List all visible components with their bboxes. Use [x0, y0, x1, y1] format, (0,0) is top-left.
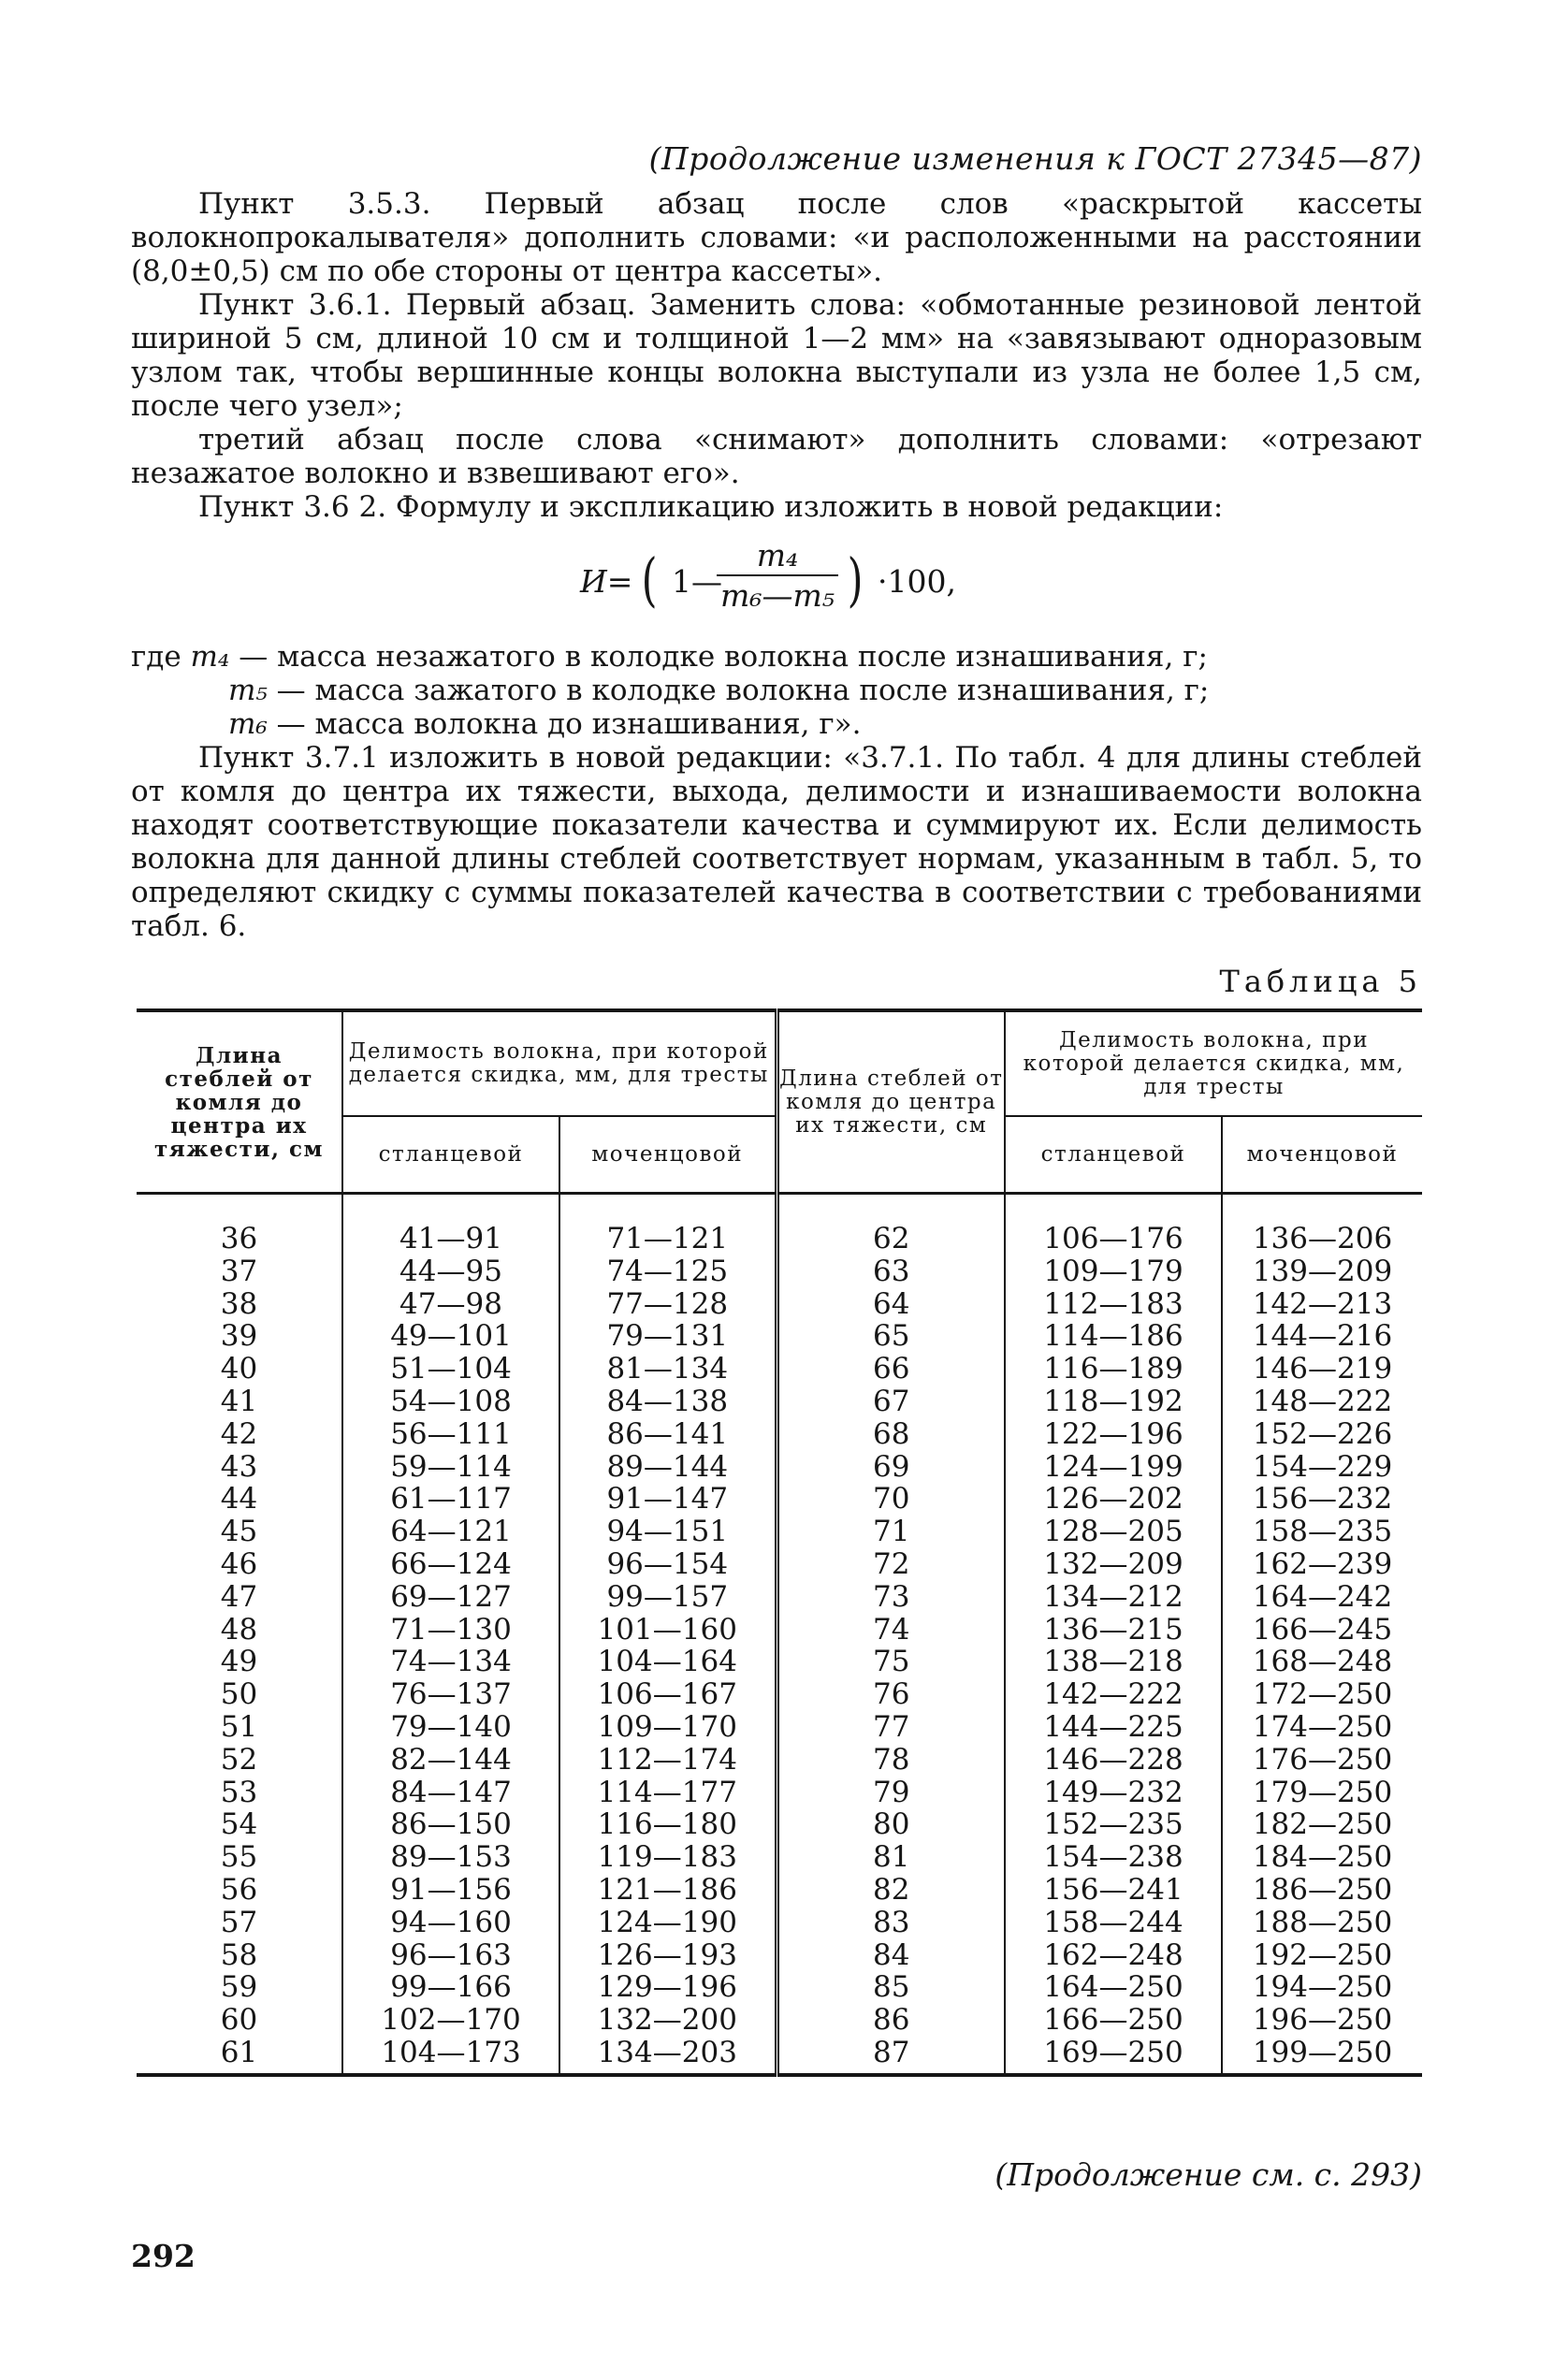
table-row [137, 1386, 1422, 1418]
cell-stlantsevoy-2: 128—205 [1005, 1516, 1222, 1548]
table-row [137, 1581, 1422, 1614]
cell-length-2: 78 [777, 1744, 1005, 1777]
cell-length: 37 [137, 1255, 342, 1288]
explication-m5 [131, 674, 1422, 707]
cell-length-2: 71 [777, 1516, 1005, 1548]
cell-stlantsevoy-2: 118—192 [1005, 1386, 1222, 1418]
cell-mochentsovoy: 126—193 [559, 1939, 777, 1972]
cell-length: 39 [137, 1320, 342, 1353]
cell-length-2: 69 [777, 1451, 1005, 1484]
symbol-m6: m₆ [228, 707, 268, 741]
cell-stlantsevoy: 51—104 [342, 1353, 559, 1386]
cell-stlantsevoy: 49—101 [342, 1320, 559, 1353]
formula-numerator: m₄ [756, 537, 799, 573]
table-row [137, 1194, 1422, 1255]
cell-mochentsovoy-2: 156—232 [1252, 1482, 1393, 1516]
cell-mochentsovoy-2: 196—250 [1252, 2003, 1393, 2038]
cell-mochentsovoy: 94—151 [559, 1516, 777, 1548]
cell-stlantsevoy: 64—121 [342, 1516, 559, 1548]
table-row [137, 1939, 1422, 1972]
cell-stlantsevoy-2: 162—248 [1005, 1939, 1222, 1972]
cell-stlantsevoy: 82—144 [342, 1744, 559, 1777]
cell-stlantsevoy: 66—124 [342, 1548, 559, 1581]
cell-mochentsovoy-2: 174—250 [1252, 1709, 1393, 1744]
cell-stlantsevoy-2: 138—218 [1005, 1646, 1222, 1678]
cell-mochentsovoy-2: 168—248 [1252, 1645, 1393, 1679]
cell-mochentsovoy-2: 162—239 [1252, 1546, 1393, 1581]
cell-mochentsovoy: 89—144 [559, 1451, 777, 1484]
paragraph-3-6-2: Пункт 3.6 2. Формулу и экспликацию изложить в новой редакции: [198, 490, 1224, 524]
cell-length: 42 [137, 1418, 342, 1451]
cell-stlantsevoy-2: 116—189 [1005, 1353, 1222, 1386]
table-row [137, 1777, 1422, 1809]
cell-stlantsevoy-2: 106—176 [1005, 1194, 1222, 1255]
cell-length-2: 83 [777, 1907, 1005, 1939]
cell-stlantsevoy-2: 126—202 [1005, 1483, 1222, 1516]
cell-length: 55 [137, 1841, 342, 1874]
cell-stlantsevoy-2: 109—179 [1005, 1255, 1222, 1288]
table-row [137, 1320, 1422, 1353]
cell-mochentsovoy-2: 172—250 [1252, 1677, 1393, 1712]
explication-text: — масса зажатого в колодке волокна после изнашивания, г; [267, 674, 1210, 707]
cell-length-2: 64 [777, 1288, 1005, 1321]
cell-mochentsovoy-2: 176—250 [1252, 1742, 1393, 1777]
cell-mochentsovoy: 121—186 [559, 1874, 777, 1907]
cell-length-2: 84 [777, 1939, 1005, 1972]
cell-length: 43 [137, 1451, 342, 1484]
cell-mochentsovoy-2: 136—206 [1252, 1222, 1393, 1255]
cell-mochentsovoy-2: 139—209 [1252, 1254, 1393, 1288]
paragraph-third-abzac: третий абзац после слова «снимают» дополнить словами: «отрезают незажатое волокно и взвешивают его». [131, 423, 1422, 490]
cell-mochentsovoy: 71—121 [559, 1194, 777, 1255]
cell-length-2: 62 [777, 1194, 1005, 1255]
cell-mochentsovoy-2: 144—216 [1252, 1319, 1393, 1354]
explication-text: — масса незажатого в колодке волокна после изнашивания, г; [229, 640, 1208, 674]
cell-length: 51 [137, 1711, 342, 1744]
cell-mochentsovoy-2: 192—250 [1252, 1937, 1393, 1972]
body-text [131, 187, 1422, 943]
cell-mochentsovoy-2: 182—250 [1252, 1807, 1393, 1842]
cell-length-2: 68 [777, 1418, 1005, 1451]
cell-mochentsovoy: 91—147 [559, 1483, 777, 1516]
cell-length: 41 [137, 1386, 342, 1418]
cell-mochentsovoy-2: 146—219 [1252, 1352, 1393, 1386]
cell-length-2: 72 [777, 1548, 1005, 1581]
cell-mochentsovoy-2: 194—250 [1252, 1970, 1393, 2005]
cell-stlantsevoy-2: 134—212 [1005, 1581, 1222, 1614]
cell-mochentsovoy: 84—138 [559, 1386, 777, 1418]
formula-denominator: m₆—m₅ [719, 577, 835, 614]
cell-stlantsevoy-2: 146—228 [1005, 1744, 1222, 1777]
header-divisibility-2: Делимость волокна, при которой делается скидка, мм, для тресты [1023, 1027, 1405, 1099]
cell-mochentsovoy-2: 158—235 [1252, 1515, 1393, 1549]
symbol-m5: m₅ [228, 674, 268, 707]
cell-stlantsevoy: 102—170 [342, 2004, 559, 2037]
cell-length: 53 [137, 1777, 342, 1809]
cell-stlantsevoy: 104—173 [342, 2037, 559, 2075]
table-row [137, 1516, 1422, 1548]
cell-length: 46 [137, 1548, 342, 1581]
cell-mochentsovoy: 132—200 [559, 2004, 777, 2037]
cell-stlantsevoy: 76—137 [342, 1678, 559, 1711]
cell-mochentsovoy-2: 148—222 [1252, 1384, 1393, 1418]
cell-length: 47 [137, 1581, 342, 1614]
cell-length: 49 [137, 1646, 342, 1678]
cell-length: 40 [137, 1353, 342, 1386]
cell-mochentsovoy-2: 142—213 [1252, 1286, 1393, 1321]
cell-mochentsovoy-2: 186—250 [1252, 1872, 1393, 1907]
formula-left-paren: ( [641, 545, 658, 614]
table-row [137, 1483, 1422, 1516]
table-title: Таблица 5 [1219, 964, 1422, 999]
table-row [137, 1907, 1422, 1939]
paragraph-3-6-1: Пункт 3.6.1. Первый абзац. Заменить слова: «обмотанные резиновой лентой шириной 5 см, длиной 10 см и толщиной 1—2 мм» на «завязывают одноразовым узлом так, чтобы вершинные концы волокна выступали из узла не более 1,5 см, после чего узел»; [131, 288, 1422, 423]
cell-length: 57 [137, 1907, 342, 1939]
table-row [137, 1353, 1422, 1386]
cell-stlantsevoy: 59—114 [342, 1451, 559, 1484]
cell-mochentsovoy: 99—157 [559, 1581, 777, 1614]
cell-stlantsevoy-2: 114—186 [1005, 1320, 1222, 1353]
cell-stlantsevoy: 96—163 [342, 1939, 559, 1972]
cell-stlantsevoy: 61—117 [342, 1483, 559, 1516]
cell-stlantsevoy: 47—98 [342, 1288, 559, 1321]
cell-stlantsevoy: 44—95 [342, 1255, 559, 1288]
cell-stlantsevoy: 89—153 [342, 1841, 559, 1874]
cell-mochentsovoy: 119—183 [559, 1841, 777, 1874]
cell-length-2: 67 [777, 1386, 1005, 1418]
cell-stlantsevoy: 69—127 [342, 1581, 559, 1614]
formula-tail: ·100, [878, 563, 956, 600]
cell-length-2: 66 [777, 1353, 1005, 1386]
cell-mochentsovoy-2: 179—250 [1252, 1775, 1393, 1809]
cell-length-2: 81 [777, 1841, 1005, 1874]
formula-fraction [717, 537, 838, 616]
table-body [137, 1194, 1422, 2075]
cell-length: 50 [137, 1678, 342, 1711]
cell-stlantsevoy-2: 166—250 [1005, 2004, 1222, 2037]
header-divisibility: Делимость волокна, при которой делается скидка, мм, для тресты [342, 1010, 777, 1116]
explication-text: — масса волокна до изнашивания, г». [267, 707, 862, 741]
cell-mochentsovoy: 106—167 [559, 1678, 777, 1711]
table-row [137, 2004, 1422, 2037]
table-row [137, 1744, 1422, 1777]
explication-m4 [131, 640, 1422, 674]
table-row [137, 1874, 1422, 1907]
cell-stlantsevoy: 71—130 [342, 1614, 559, 1647]
cell-length-2: 70 [777, 1483, 1005, 1516]
cell-length: 45 [137, 1516, 342, 1548]
cell-mochentsovoy: 129—196 [559, 1971, 777, 2004]
cell-stlantsevoy: 99—166 [342, 1971, 559, 2004]
cell-mochentsovoy-2: 154—229 [1252, 1449, 1393, 1484]
header-length: Длина стеблей от комля до центра их тяжести, см [137, 1010, 342, 1194]
paragraph-3-5-3: Пункт 3.5.3. Первый абзац после слов «раскрытой кассеты волокнопрокалывателя» дополнить словами: «и расположенными на расстоянии (8,0±0,5) см по обе стороны от центра кассеты». [131, 187, 1422, 288]
table-row [137, 1646, 1422, 1678]
paragraph-3-7-1: Пункт 3.7.1 изложить в новой редакции: «3.7.1. По табл. 4 для длины стеблей от комля до центра их тяжести, выхода, делимости и изнашиваемости волокна находят соответствующие показатели качества и суммируют их. Если делимость волокна для данной длины стеблей соответствует нормам, указанным в табл. 5, то определяют скидку с суммы показателей качества в соответствии с требованиями табл. 6. [131, 741, 1422, 943]
cell-length-2: 82 [777, 1874, 1005, 1907]
cell-stlantsevoy-2: 144—225 [1005, 1711, 1222, 1744]
cell-length: 48 [137, 1614, 342, 1647]
table-row [137, 1841, 1422, 1874]
table-row [137, 1255, 1422, 1288]
cell-mochentsovoy: 109—170 [559, 1711, 777, 1744]
cell-mochentsovoy-2: 164—242 [1252, 1579, 1393, 1614]
cell-stlantsevoy-2: 124—199 [1005, 1451, 1222, 1484]
continuation-note: (Продолжение см. с. 293) [995, 2156, 1422, 2193]
table-row [137, 1418, 1422, 1451]
cell-stlantsevoy: 79—140 [342, 1711, 559, 1744]
cell-stlantsevoy: 86—150 [342, 1808, 559, 1841]
cell-mochentsovoy: 114—177 [559, 1777, 777, 1809]
cell-mochentsovoy: 74—125 [559, 1255, 777, 1288]
cell-mochentsovoy: 101—160 [559, 1614, 777, 1647]
cell-length-2: 87 [777, 2037, 1005, 2075]
cell-mochentsovoy: 112—174 [559, 1744, 777, 1777]
cell-length-2: 73 [777, 1581, 1005, 1614]
cell-stlantsevoy: 56—111 [342, 1418, 559, 1451]
table-row [137, 1288, 1422, 1321]
cell-length-2: 80 [777, 1808, 1005, 1841]
table-row [137, 1808, 1422, 1841]
cell-mochentsovoy-2: 184—250 [1252, 1840, 1393, 1875]
table-row [137, 1711, 1422, 1744]
table-row [137, 2037, 1422, 2075]
cell-stlantsevoy: 91—156 [342, 1874, 559, 1907]
table-5 [137, 1008, 1422, 2077]
cell-mochentsovoy: 124—190 [559, 1907, 777, 1939]
cell-length: 52 [137, 1744, 342, 1777]
cell-mochentsovoy: 77—128 [559, 1288, 777, 1321]
cell-length: 54 [137, 1808, 342, 1841]
cell-stlantsevoy: 54—108 [342, 1386, 559, 1418]
cell-length-2: 65 [777, 1320, 1005, 1353]
cell-length: 38 [137, 1288, 342, 1321]
explication-m6 [131, 707, 1422, 741]
cell-length: 36 [137, 1194, 342, 1255]
formula-lhs: И= [580, 563, 633, 600]
formula-one: 1— [672, 563, 722, 600]
cell-stlantsevoy: 84—147 [342, 1777, 559, 1809]
cell-stlantsevoy-2: 112—183 [1005, 1288, 1222, 1321]
header-mochentsovoy-2: моченцовой [1222, 1116, 1422, 1194]
cell-stlantsevoy-2: 132—209 [1005, 1548, 1222, 1581]
cell-length-2: 76 [777, 1678, 1005, 1711]
cell-stlantsevoy-2: 156—241 [1005, 1874, 1222, 1907]
table-row [137, 1451, 1422, 1484]
cell-mochentsovoy: 116—180 [559, 1808, 777, 1841]
table-row [137, 1614, 1422, 1647]
formula-right-paren: ) [847, 545, 864, 614]
cell-stlantsevoy-2: 122—196 [1005, 1418, 1222, 1451]
cell-stlantsevoy-2: 142—222 [1005, 1678, 1222, 1711]
cell-length-2: 79 [777, 1777, 1005, 1809]
header-mochentsovoy: моченцовой [559, 1116, 777, 1194]
cell-mochentsovoy: 79—131 [559, 1320, 777, 1353]
cell-length: 56 [137, 1874, 342, 1907]
header-stlantsevoy-2: стланцевой [1005, 1116, 1222, 1194]
cell-length-2: 75 [777, 1646, 1005, 1678]
cell-mochentsovoy: 86—141 [559, 1418, 777, 1451]
cell-length-2: 77 [777, 1711, 1005, 1744]
cell-stlantsevoy: 94—160 [342, 1907, 559, 1939]
cell-mochentsovoy-2: 188—250 [1252, 1905, 1393, 1939]
cell-length: 60 [137, 2004, 342, 2037]
cell-mochentsovoy: 96—154 [559, 1548, 777, 1581]
cell-mochentsovoy: 81—134 [559, 1353, 777, 1386]
cell-mochentsovoy-2: 199—250 [1252, 2035, 1393, 2069]
cell-length: 58 [137, 1939, 342, 1972]
cell-length-2: 85 [777, 1971, 1005, 2004]
header-length-2: Длина стеблей от комля до центра их тяжести, см [777, 1010, 1005, 1194]
cell-stlantsevoy-2: 152—235 [1005, 1808, 1222, 1841]
running-head: (Продолжение изменения к ГОСТ 27345—87) [648, 140, 1422, 177]
cell-length-2: 63 [777, 1255, 1005, 1288]
cell-stlantsevoy-2: 169—250 [1005, 2037, 1222, 2075]
table-row [137, 1548, 1422, 1581]
cell-stlantsevoy: 41—91 [342, 1194, 559, 1255]
table-row [137, 1678, 1422, 1711]
table-row [137, 1971, 1422, 2004]
cell-stlantsevoy-2: 154—238 [1005, 1841, 1222, 1874]
cell-stlantsevoy-2: 136—215 [1005, 1614, 1222, 1647]
cell-stlantsevoy-2: 164—250 [1005, 1971, 1222, 2004]
header-stlantsevoy: стланцевой [342, 1116, 559, 1194]
cell-stlantsevoy: 74—134 [342, 1646, 559, 1678]
cell-mochentsovoy-2: 152—226 [1252, 1416, 1393, 1451]
cell-stlantsevoy-2: 149—232 [1005, 1777, 1222, 1809]
cell-length-2: 86 [777, 2004, 1005, 2037]
page-number: 292 [131, 2238, 196, 2274]
cell-mochentsovoy-2: 166—245 [1252, 1612, 1393, 1647]
cell-mochentsovoy: 104—164 [559, 1646, 777, 1678]
cell-length: 61 [137, 2037, 342, 2075]
symbol-m4: m₄ [190, 640, 230, 674]
cell-stlantsevoy-2: 158—244 [1005, 1907, 1222, 1939]
cell-length: 44 [137, 1483, 342, 1516]
explication-lead: где [131, 640, 191, 674]
cell-length-2: 74 [777, 1614, 1005, 1647]
cell-length: 59 [137, 1971, 342, 2004]
formula [131, 537, 1422, 627]
cell-mochentsovoy: 134—203 [559, 2037, 777, 2075]
